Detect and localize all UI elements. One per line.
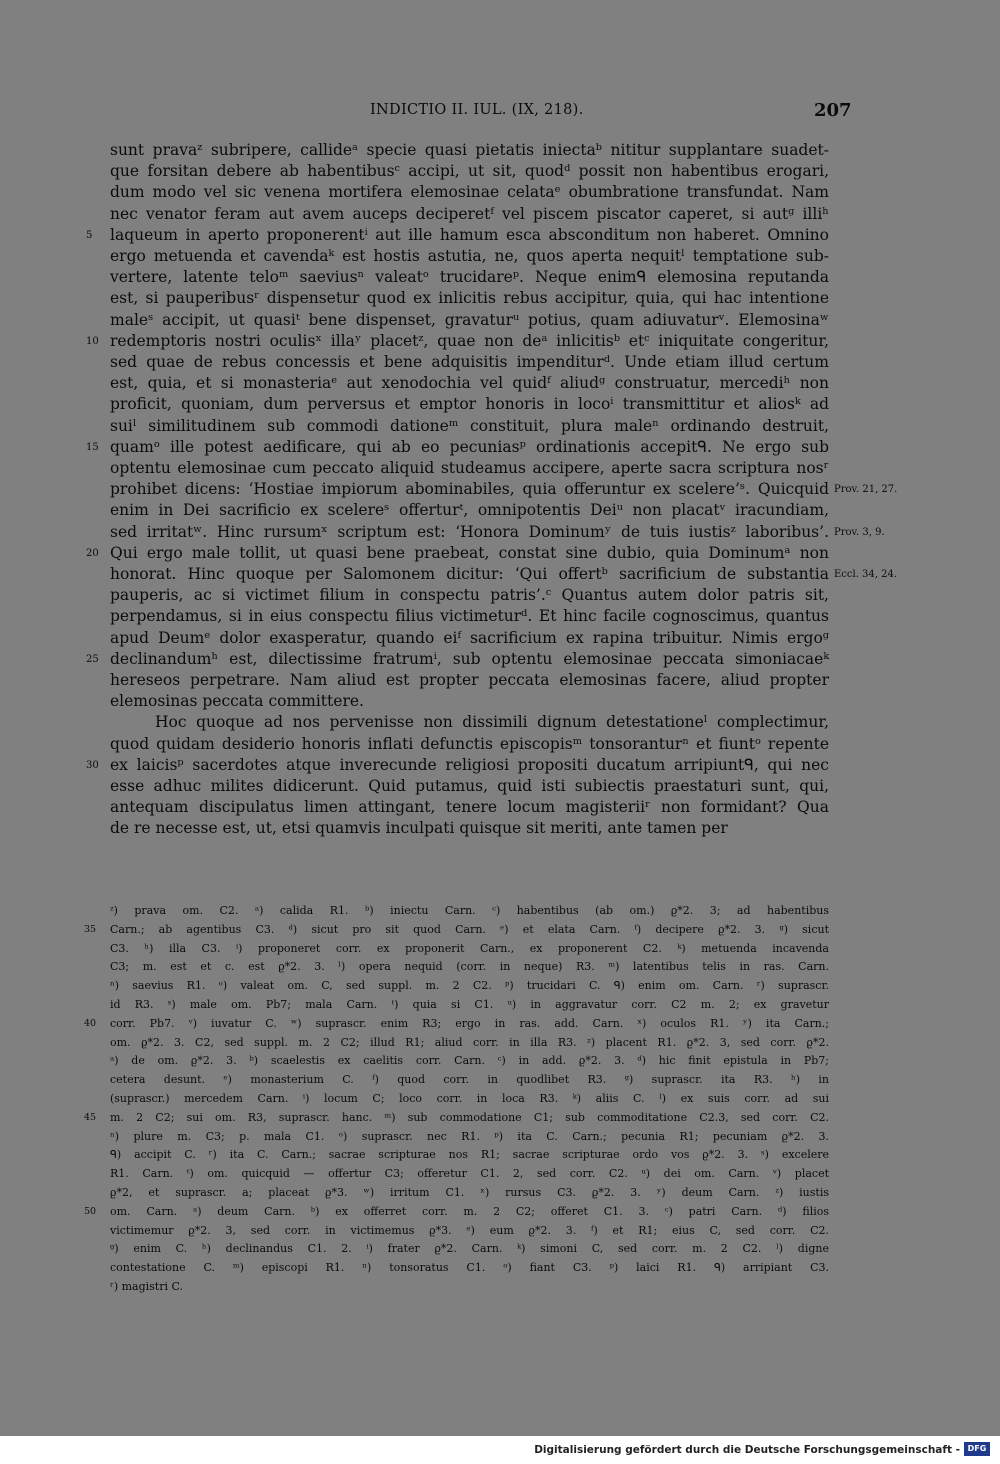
text-line: Qui ergo male tollit, ut quasi bene praebeat, constat sine dubio, quia Dominumᵃ non (110, 543, 829, 562)
text-line: dum modo vel sic venena mortifera elemosinae celataᵉ obumbratione transfundat. Nam (110, 183, 829, 202)
text-line: quamᵒ ille potest aedificare, qui ab eo pecuniasᵖ ordinationis accepitᑫ. Ne ergo sub (110, 437, 829, 456)
text-line: Hoc quoque ad nos pervenisse non dissimili dignum detestationeˡ complectimur, (155, 713, 829, 732)
footnote-line: ᵍ) enim C. ʰ) declinandus C1. 2. ⁱ) frater ϱ*2. Carn. ᵏ) simoni C, sed corr. m. 2 C2. ˡ) digne (110, 1242, 829, 1256)
footnote-line: corr. Pb7. ᵛ) iuvatur C. ʷ) suprascr. enim R3; ergo in ras. add. Carn. ˣ) oculos R1. ʸ) ita Carn.; (110, 1016, 829, 1030)
text-line: esse adhuc milites didicerunt. Quid putamus, quid isti subiectis praestaturi sunt, qui, (110, 777, 829, 795)
text-line: perpendamus, si in eius conspectu filius victimeturᵈ. Et hinc facile cognoscimus, quantus (110, 607, 829, 626)
text-line: prohibet dicens: ‘Hostiae impiorum abominabiles, quia offeruntur ex scelere’ˢ. Quicquid (110, 480, 829, 499)
scripture-reference: Prov. 3, 9. (834, 526, 885, 538)
funding-notice: Digitalisierung gefördert durch die Deutsche Forschungsgemeinschaft - (534, 1444, 960, 1456)
footnote-line: id R3. ˢ) male om. Pb7; mala Carn. ᵗ) quia si C1. ᵘ) in aggravatur corr. C2 m. 2; ex gravetur (110, 998, 829, 1011)
line-number: 50 (84, 1205, 97, 1217)
line-number: 15 (86, 441, 99, 453)
footnote-line: C3. ʰ) illa C3. ⁱ) proponeret corr. ex proponerit Carn., ex proponerent C2. ᵏ) metuenda incavenda (110, 941, 829, 955)
text-line: est, si pauperibusʳ dispensetur quod ex inlicitis rebus accipitur, quia, qui hac intentione (110, 289, 829, 308)
text-line: sed irritatʷ. Hinc rursumˣ scriptum est: ‘Honora Dominumʸ de tuis iustisᶻ laboribus’. (110, 522, 829, 541)
footnote-line: om. Carn. ᵃ) deum Carn. ᵇ) ex offerret corr. m. 2 C2; offeret C1. 3. ᶜ) patri Carn. ᵈ) filios (110, 1204, 829, 1218)
footnote-line: (suprascr.) mercedem Carn. ⁱ) locum C; loco corr. in loca R3. ᵏ) aliis C. ˡ) ex suis corr. ad sui (110, 1092, 829, 1105)
text-line: hereseos perpetrare. Nam aliud est propter peccata elemosinas facere, aliud propter (110, 671, 829, 689)
line-number: 5 (86, 229, 93, 241)
line-number: 30 (86, 759, 99, 771)
text-line: redemptoris nostri oculisˣ illaʸ placetᶻ, quae non deᵃ inlicitisᵇ etᶜ iniquitate congeritur, (110, 331, 829, 350)
text-line: suiˡ similitudinem sub commodi dationeᵐ constituit, plura maleⁿ ordinando destruit, (110, 416, 829, 435)
text-line: elemosinas peccata committere. (110, 692, 364, 711)
running-header: INDICTIO II. IUL. (IX, 218). (370, 102, 584, 118)
line-number: 45 (84, 1111, 97, 1123)
dfg-logo[interactable]: DFG (964, 1442, 990, 1456)
text-line: proficit, quoniam, dum perversus et emptor honoris in locoⁱ transmittitur et aliosᵏ ad (110, 395, 829, 414)
text-line: quod quidam desiderio honoris inflati defunctis episcopisᵐ tonsoranturⁿ et fiuntᵒ repente (110, 734, 829, 753)
text-line: nec venator feram aut avem auceps deciperetᶠ vel piscem piscator caperet, si autᵍ illiʰ (110, 204, 829, 223)
footnote-line: ᵃ) de om. ϱ*2. 3. ᵇ) scaelestis ex caelitis corr. Carn. ᶜ) in add. ϱ*2. 3. ᵈ) hic finit epistula in Pb7; (110, 1054, 829, 1068)
footnote-line: Carn.; ab agentibus C3. ᵈ) sicut pro sit quod Carn. ᵉ) et elata Carn. ᶠ) decipere ϱ*2. 3. ᵍ) sicut (110, 922, 829, 936)
footnote-line: ᶻ) prava om. C2. ᵃ) calida R1. ᵇ) iniectu Carn. ᶜ) habentibus (ab om.) ϱ*2. 3; ad habentibus (110, 904, 829, 917)
text-line: declinandumʰ est, dilectissime fratrumⁱ, sub optentu elemosinae peccata simoniacaeᵏ (110, 649, 829, 668)
footnote-line: m. 2 C2; sui om. R3, suprascr. hanc. ᵐ) sub commodatione C1; sub commoditatione C2.3, sed corr. C2. (110, 1110, 829, 1124)
footnote-line: C3; m. est et c. est ϱ*2. 3. ˡ) opera nequid (corr. in neque) R3. ᵐ) latentibus telis in ras. Carn. (110, 960, 829, 974)
footnote-line: ᑫ) accipit C. ʳ) ita C. Carn.; sacrae scripturae nos R1; sacrae scripturae ordo vos ϱ*2. 3. ˢ) excelere (110, 1148, 829, 1162)
text-line: que forsitan debere ab habentibusᶜ accipi, ut sit, quodᵈ possit non habentibus erogari, (110, 162, 829, 181)
page-number: 207 (814, 100, 852, 121)
footnote-line: om. ϱ*2. 3. C2, sed suppl. m. 2 C2; illud R1; aliud corr. in illa R3. ᶻ) placent R1. ϱ*2. 3, sed corr. ϱ*2. (110, 1035, 829, 1049)
text-line: enim in Dei sacrificio ex scelereˢ offerturᵗ, omnipotentis Deiᵘ non placatᵛ iracundiam, (110, 501, 829, 520)
text-line: ergo metuenda et cavendaᵏ est hostis astutia, ne, quos aperta nequitˡ temptatione sub- (110, 247, 829, 265)
footnote-line: victimemur ϱ*2. 3, sed corr. in victimemus ϱ*3. ᵉ) eum ϱ*2. 3. ᶠ) et R1; eius C, sed corr. C2. (110, 1223, 829, 1237)
text-line: antequam discipulatus limen attingant, tenere locum magisteriiʳ non formidant? Qua (110, 798, 829, 817)
footnote-line: contestatione C. ᵐ) episcopi R1. ⁿ) tonsoratus C1. ᵒ) fiant C3. ᵖ) laici R1. ᑫ) arripiant C3. (110, 1261, 829, 1275)
text-line: sed quae de rebus concessis et bene adquisitis impenditurᵈ. Unde etiam illud certum (110, 353, 829, 371)
footnote-line: ϱ*2, et suprascr. a; placeat ϱ*3. ʷ) irritum C1. ˣ) rursus C3. ϱ*2. 3. ʸ) deum Carn. ᶻ) iustis (110, 1186, 829, 1199)
scripture-reference: Eccl. 34, 24. (834, 569, 898, 580)
text-line: vertere, latente teloᵐ saeviusⁿ valeatᵒ trucidareᵖ. Neque enimᑫ elemosina reputanda (110, 268, 829, 287)
line-number: 10 (86, 335, 99, 347)
footnote-line: ⁿ) saevius R1. ᵒ) valeat om. C, sed suppl. m. 2 C2. ᵖ) trucidari C. ᑫ) enim om. Carn. ʳ) suprascr. (110, 979, 829, 993)
text-line: laqueum in aperto proponerentⁱ aut ille hamum esca absconditum non haberet. Omnino (110, 225, 829, 244)
text-line: honorat. Hinc quoque per Salomonem dicitur: ‘Qui offertᵇ sacrificium de substantia (110, 565, 829, 583)
line-number: 40 (84, 1017, 97, 1029)
line-number: 20 (86, 547, 99, 559)
text-line: est, quia, et si monasteriaᵉ aut xenodochia vel quidᶠ aliudᵍ construatur, mercediʰ non (110, 374, 829, 393)
text-line: de re necesse est, ut, etsi quamvis inculpati quisque sit meriti, ante tamen per (110, 819, 728, 838)
text-line: pauperis, ac si victimet filium in conspectu patris’.ᶜ Quantus autem dolor patris sit, (110, 586, 829, 605)
text-line: apud Deumᵉ dolor exasperatur, quando eiᶠ sacrificium ex rapina tribuitur. Nimis ergoᵍ (110, 628, 829, 647)
text-line: maleˢ accipit, ut quasiᵗ bene dispenset, gravaturᵘ potius, quam adiuvaturᵛ. Elemosinaʷ (110, 310, 829, 329)
scripture-reference: Prov. 21, 27. (834, 484, 898, 496)
text-line: optentu elemosinae cum peccato aliquid studeamus accipere, aperte sacra scriptura nosʳ (110, 459, 829, 477)
footnote-line: R1. Carn. ᵗ) om. quicquid — offertur C3; offeretur C1. 2, sed corr. C2. ᵘ) dei om. Carn. ᵛ) placet (110, 1167, 829, 1181)
line-number: 35 (84, 923, 97, 935)
footnote-line: ʳ) magistri C. (110, 1280, 184, 1293)
text-line: ex laicisᵖ sacerdotes atque inverecunde religiosi propositi ducatum arripiuntᑫ, qui nec (110, 755, 829, 774)
text-line: sunt pravaᶻ subripere, callideᵃ specie quasi pietatis iniectaᵇ nititur supplantare suadet- (110, 141, 829, 159)
footnote-line: ⁿ) plure m. C3; p. mala C1. ᵒ) suprascr. nec R1. ᵖ) ita C. Carn.; pecunia R1; pecuniam ϱ*2. 3. (110, 1129, 829, 1143)
footnote-line: cetera desunt. ᵉ) monasterium C. ᶠ) quod corr. in quodlibet R3. ᵍ) suprascr. ita R3. ʰ) in (110, 1073, 829, 1087)
line-number: 25 (86, 653, 99, 665)
